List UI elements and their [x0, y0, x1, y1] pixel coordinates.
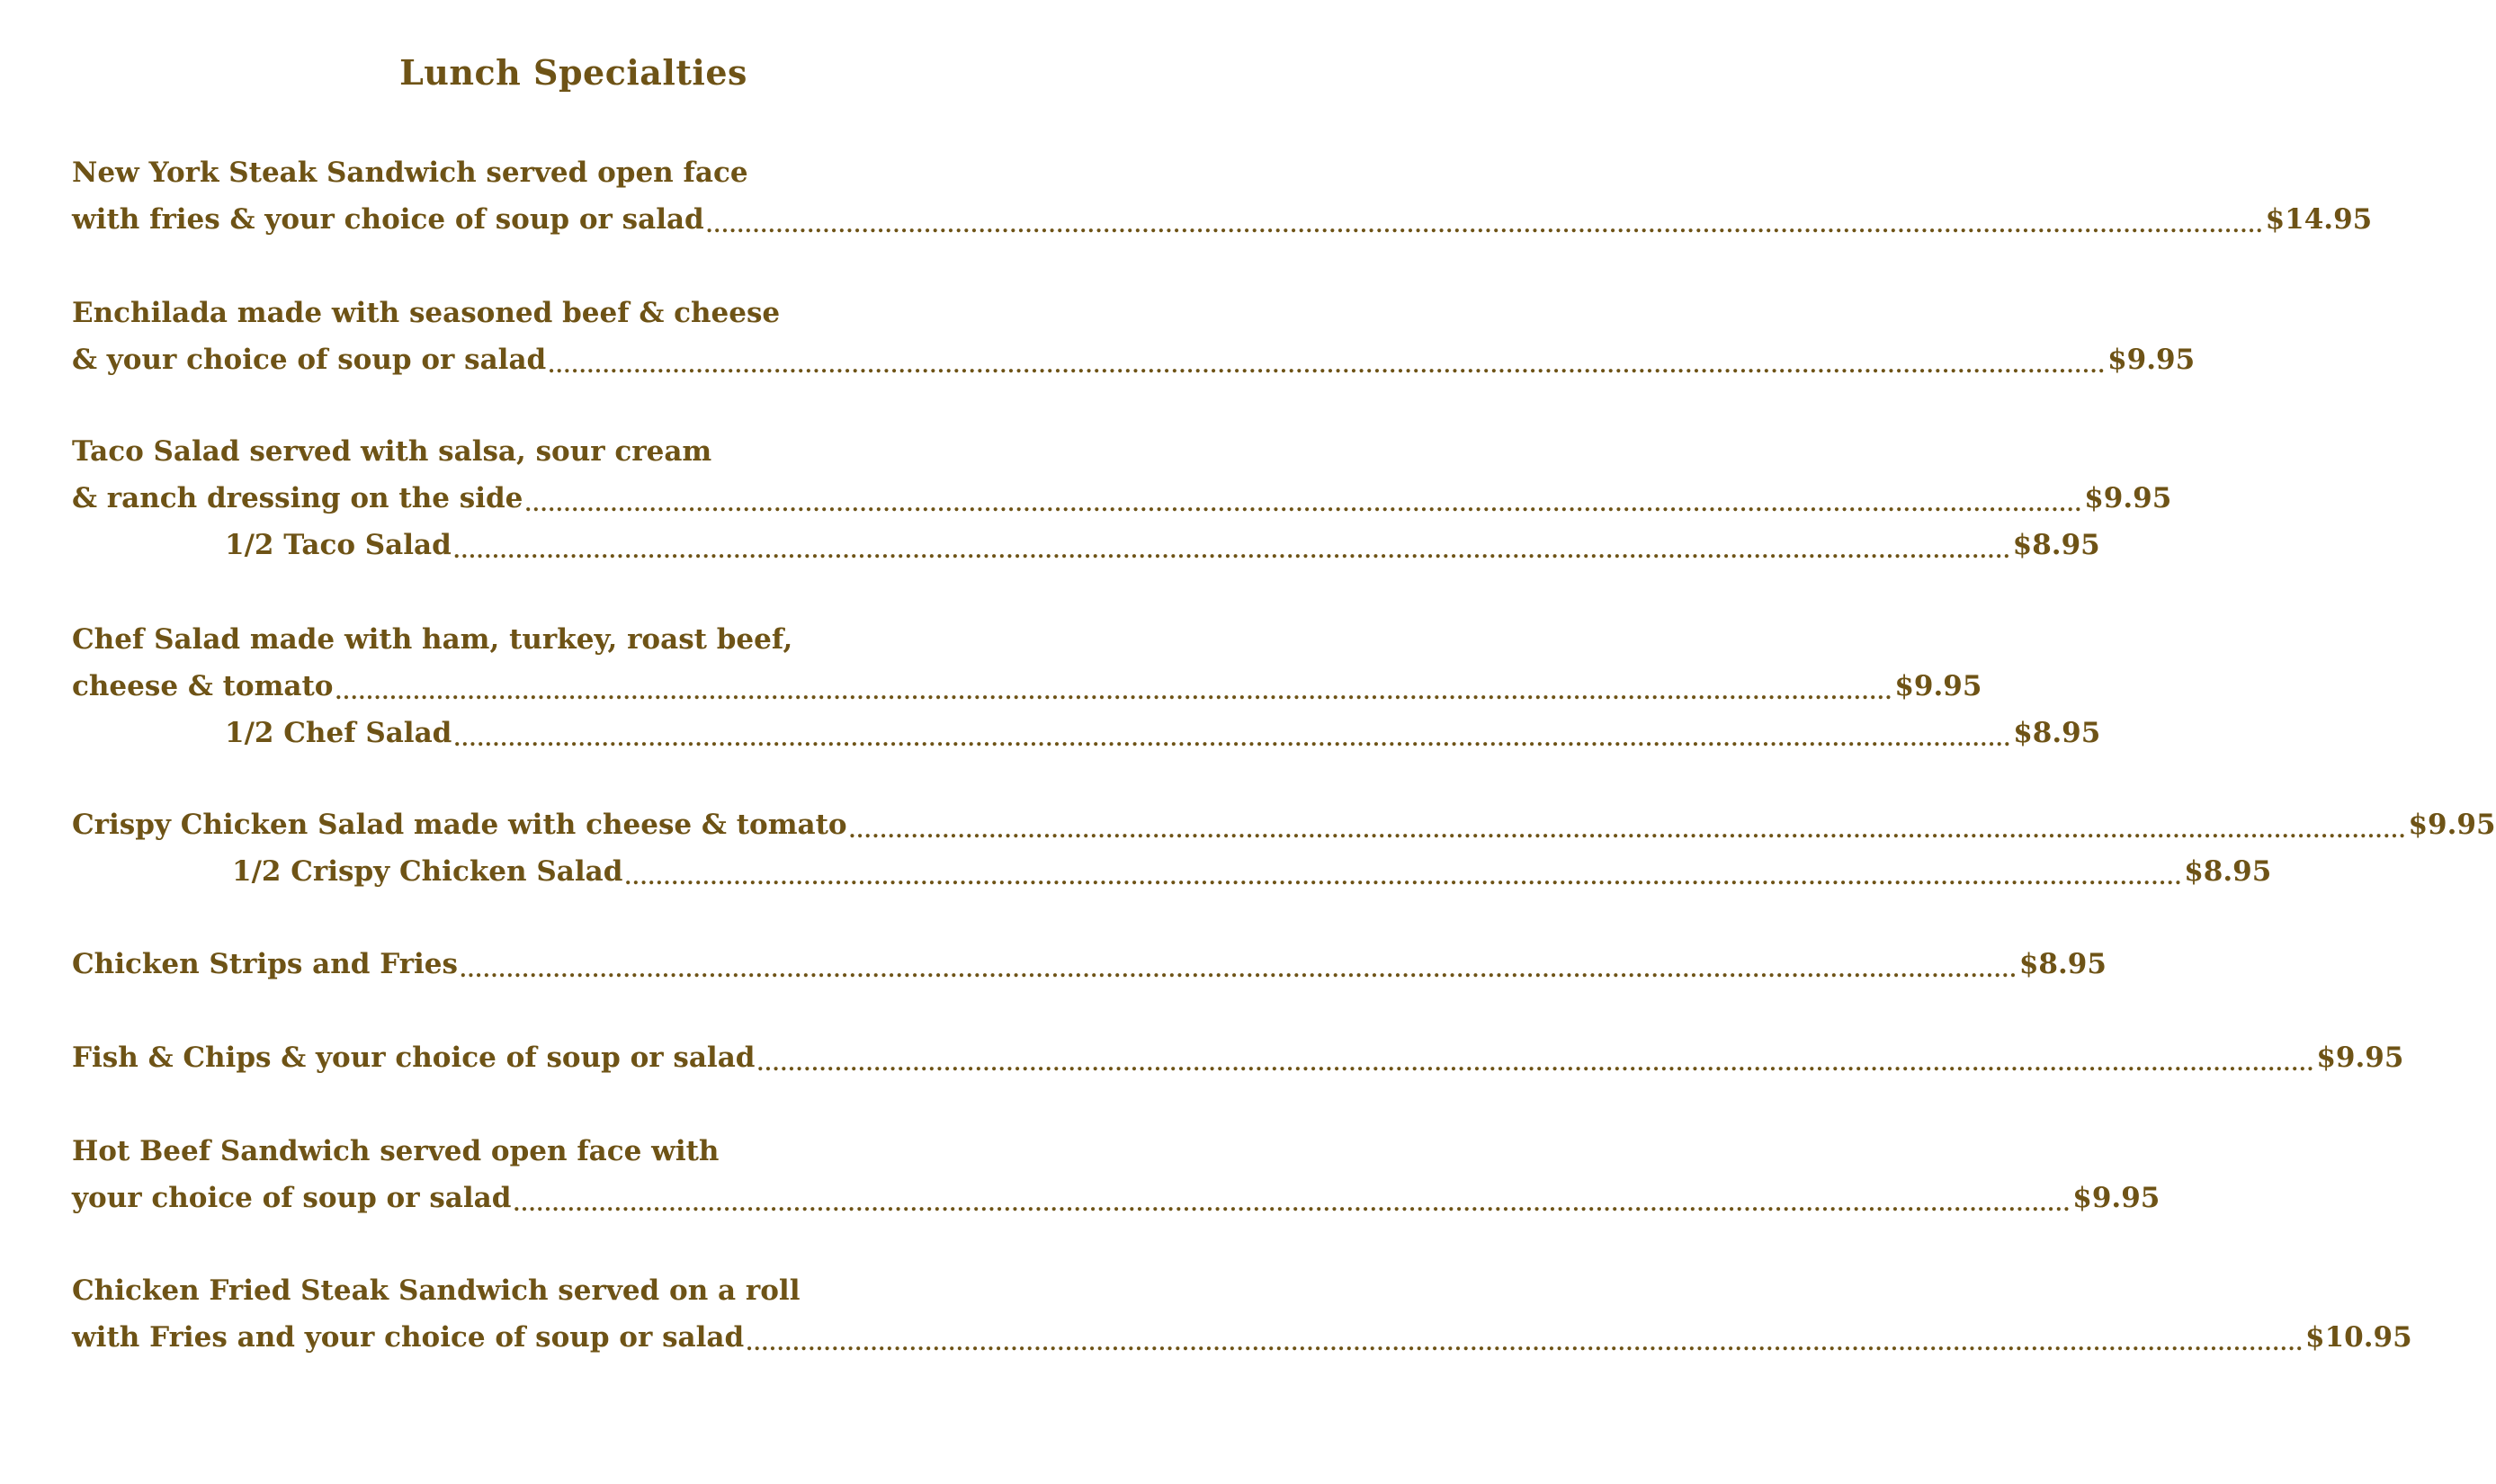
menu-item-price-line — [72, 1318, 2412, 1357]
menu-item-price: $8.95 — [2184, 855, 2272, 888]
menu-item-price: $9.95 — [2084, 482, 2172, 514]
menu-item-price: $10.95 — [2305, 1321, 2412, 1354]
menu-item-price: $8.95 — [2018, 948, 2107, 980]
menu-item-price: $9.95 — [2408, 809, 2496, 841]
menu-item-description: Hot Beef Sandwich served open face with — [72, 1135, 720, 1167]
dot-leader: ........................................................................................................................................................................................................ — [524, 493, 2083, 516]
menu-item-half-portion — [225, 525, 2100, 565]
menu-title: Lunch Specialties — [399, 52, 747, 93]
dot-leader: ........................................................................................................................................................................................................ — [705, 214, 2264, 237]
dot-leader: ........................................................................................................................................................................................................ — [848, 819, 2407, 843]
menu-item-half-portion — [225, 713, 2101, 753]
menu-item-description: Enchilada made with seasoned beef & cheese — [72, 297, 781, 329]
menu-item-price-line — [72, 666, 1982, 706]
menu-item-description: Chef Salad made with ham, turkey, roast beef, — [72, 623, 793, 656]
menu-item-text: Fish & Chips & your choice of soup or salad — [72, 1041, 756, 1074]
menu-item-price: $9.95 — [2316, 1041, 2404, 1074]
menu-item-price-line — [72, 200, 2373, 239]
dot-leader: ........................................................................................................................................................................................................ — [624, 866, 2183, 890]
dot-leader: ........................................................................................................................................................................................................ — [513, 1193, 2071, 1216]
menu-item-price: $9.95 — [2107, 344, 2196, 376]
menu-item-text: cheese & tomato — [72, 670, 334, 702]
menu-item-price: $8.95 — [2013, 717, 2101, 749]
dot-leader: ........................................................................................................................................................................................................ — [459, 959, 2017, 982]
menu-item-text: 1/2 Crispy Chicken Salad — [232, 855, 623, 888]
menu-item-price-line — [72, 1178, 2161, 1218]
dot-leader: ........................................................................................................................................................................................................ — [452, 540, 2011, 563]
menu-item-text: with Fries and your choice of soup or salad — [72, 1321, 745, 1354]
menu-item-text: 1/2 Taco Salad — [225, 529, 452, 561]
menu-item-text: your choice of soup or salad — [72, 1182, 512, 1214]
menu-item-price-line — [72, 340, 2196, 380]
menu-item-description: Taco Salad served with salsa, sour cream — [72, 435, 712, 468]
menu-item-description: Chicken Fried Steak Sandwich served on a roll — [72, 1274, 801, 1307]
menu-item-text: Chicken Strips and Fries — [72, 948, 458, 980]
menu-item-price-line — [72, 805, 2496, 845]
dot-leader: ........................................................................................................................................................................................................ — [453, 728, 2012, 751]
dot-leader: ........................................................................................................................................................................................................ — [548, 354, 2107, 378]
menu-item-price: $8.95 — [2012, 529, 2100, 561]
menu-item-text: with fries & your choice of soup or salad — [72, 203, 704, 236]
dot-leader: ........................................................................................................................................................................................................ — [746, 1332, 2304, 1355]
menu-item-price-line — [72, 944, 2107, 984]
menu-item-text: & your choice of soup or salad — [72, 344, 547, 376]
menu-item-description: New York Steak Sandwich served open face — [72, 156, 748, 189]
menu-item-price: $14.95 — [2265, 203, 2373, 236]
dot-leader: ........................................................................................................................................................................................................ — [335, 681, 1893, 704]
menu-item-price: $9.95 — [1894, 670, 1982, 702]
menu-item-price-line — [72, 1038, 2404, 1077]
dot-leader: ........................................................................................................................................................................................................ — [756, 1052, 2315, 1076]
menu-item-price-line — [72, 478, 2172, 518]
menu-item-text: Crispy Chicken Salad made with cheese & tomato — [72, 809, 847, 841]
menu-item-text: & ranch dressing on the side — [72, 482, 523, 514]
menu-item-half-portion — [232, 852, 2272, 891]
menu-item-text: 1/2 Chef Salad — [225, 717, 452, 749]
menu-item-price: $9.95 — [2072, 1182, 2161, 1214]
